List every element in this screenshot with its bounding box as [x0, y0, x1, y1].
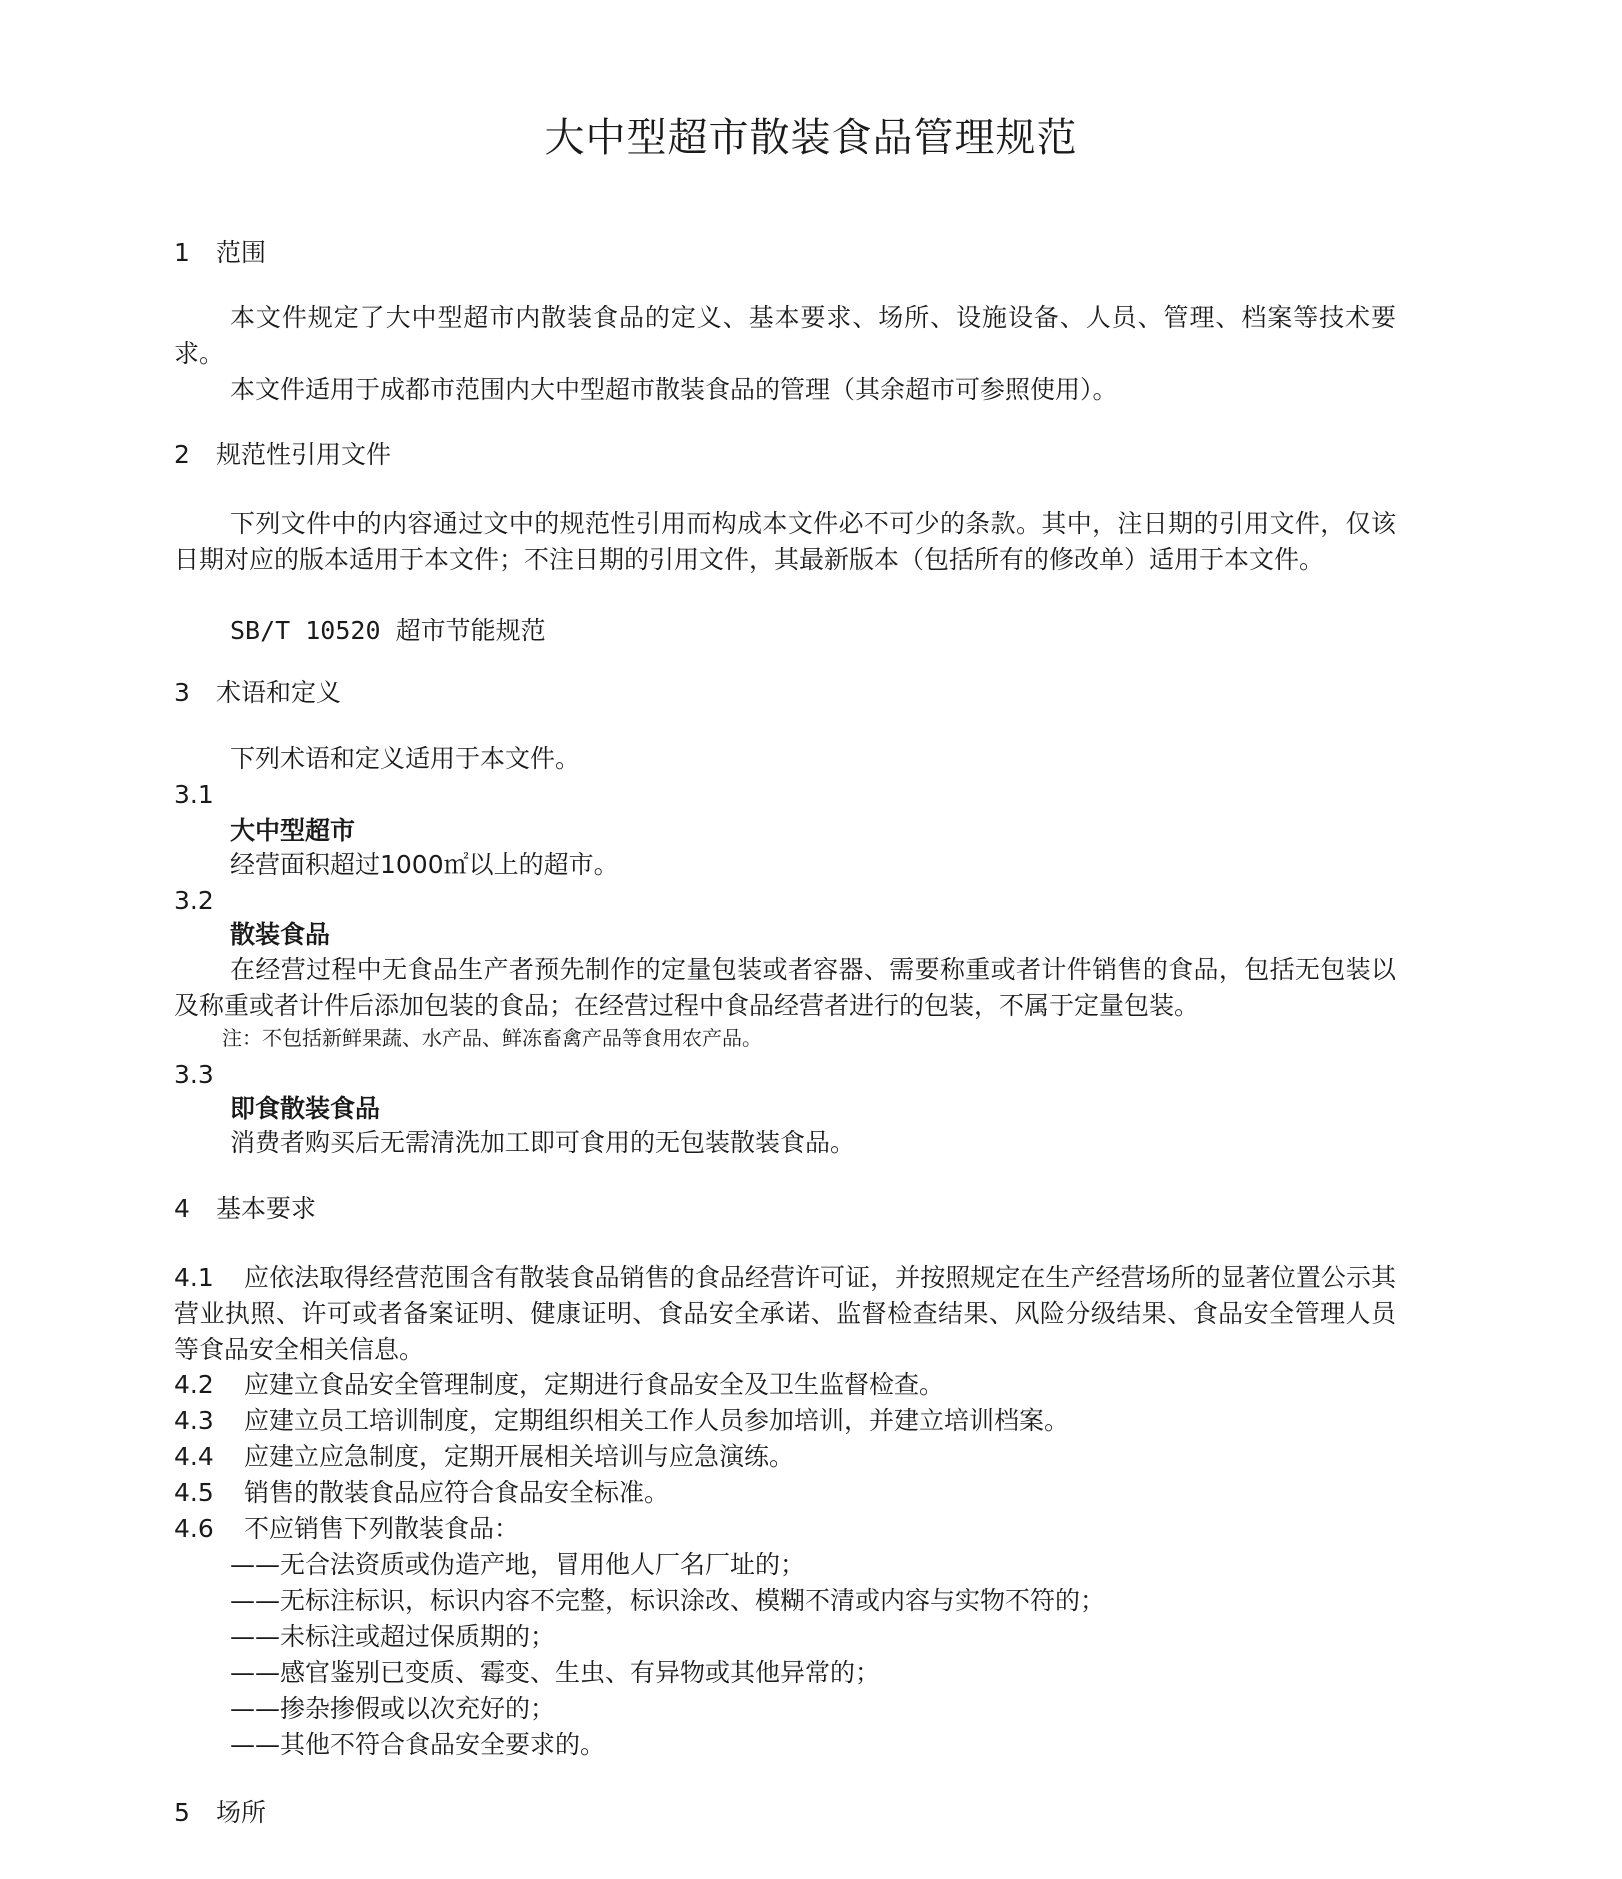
section-3-intro: 下列术语和定义适用于本文件。: [230, 744, 581, 773]
section-2-paragraph-1: 下列文件中的内容通过文中的规范性引用而构成本文件必不可少的条款。其中，注日期的引用文件，仅该日期对应的版本适用于本文件；不注日期的引用文件，其最新版本（包括所有的修改单）适用于本文件。: [174, 509, 1396, 574]
section-1-paragraph-2: 本文件适用于成都市范围内大中型超市散装食品的管理（其余超市可参照使用）。: [230, 375, 1118, 404]
term-number: 3.3: [174, 1060, 214, 1089]
list-item: ——未标注或超过保质期的；: [230, 1622, 556, 1651]
requirement-number: 4.3: [174, 1406, 214, 1435]
section-5-heading: [174, 1796, 266, 1830]
term-definition: 在经营过程中无食品生产者预先制作的定量包装或者容器、需要称重或者计件销售的食品，包括无包装以及称重或者计件后添加包装的食品；在经营过程中食品经营者进行的包装，不属于定量包装。: [174, 955, 1396, 1020]
section-title: 场所: [216, 1798, 267, 1827]
term-note: 注：不包括新鲜果蔬、水产品、鲜冻畜禽产品等食用农产品。: [222, 1026, 762, 1050]
section-title: 范围: [216, 238, 267, 267]
requirement-item: [174, 1476, 669, 1510]
requirement-item: [174, 1404, 1069, 1438]
document-title: 大中型超市散装食品管理规范: [544, 115, 1078, 161]
term-title: 散装食品: [230, 920, 331, 949]
section-title: 基本要求: [216, 1194, 317, 1223]
term-title: 大中型超市: [230, 816, 356, 845]
requirement-item: [174, 1440, 794, 1474]
requirement-number: 4.4: [174, 1442, 214, 1471]
requirement-item: [174, 1512, 519, 1546]
list-item: ——无合法资质或伪造产地，冒用他人厂名厂址的；: [230, 1550, 806, 1579]
list-item: ——感官鉴别已变质、霉变、生虫、有异物或其他异常的；: [230, 1658, 881, 1687]
section-number: 2: [174, 440, 190, 469]
section-number: 4: [174, 1194, 190, 1223]
requirement-text: 应建立食品安全管理制度，定期进行食品安全及卫生监督检查。: [244, 1370, 945, 1399]
term-definition: 消费者购买后无需清洗加工即可食用的无包装散装食品。: [230, 1128, 856, 1157]
list-item: ——其他不符合食品安全要求的。: [230, 1730, 606, 1759]
requirement-item: [174, 1368, 944, 1402]
requirement-text: 销售的散装食品应符合食品安全标准。: [244, 1478, 670, 1507]
requirement-number: 4.1: [174, 1263, 214, 1292]
requirement-text: 应建立应急制度，定期开展相关培训与应急演练。: [244, 1442, 795, 1471]
section-1-paragraph-1: 本文件规定了大中型超市内散装食品的定义、基本要求、场所、设施设备、人员、管理、档案等技术要求。: [174, 303, 1396, 368]
section-title: 术语和定义: [216, 678, 342, 707]
requirement-text: 不应销售下列散装食品：: [244, 1514, 520, 1543]
section-1-heading: [174, 236, 266, 270]
requirement-text: 应依法取得经营范围含有散装食品销售的食品经营许可证，并按照规定在生产经营场所的显著位置公示其营业执照、许可或者备案证明、健康证明、食品安全承诺、监督检查结果、风险分级结果、食品安全管理人员等食品安全相关信息。: [174, 1263, 1396, 1364]
list-item: ——无标注标识，标识内容不完整，标识涂改、模糊不清或内容与实物不符的；: [230, 1586, 1106, 1615]
list-item: ——掺杂掺假或以次充好的；: [230, 1694, 556, 1723]
section-3-heading: [174, 676, 341, 710]
requirement-item: [174, 1260, 1396, 1368]
term-number: 3.2: [174, 886, 214, 915]
requirement-number: 4.5: [174, 1478, 214, 1507]
section-number: 3: [174, 678, 190, 707]
normative-reference: SB/T 10520 超市节能规范: [230, 616, 546, 645]
section-2-heading: [174, 438, 391, 472]
requirement-number: 4.6: [174, 1514, 214, 1543]
section-title: 规范性引用文件: [216, 440, 392, 469]
section-number: 5: [174, 1798, 190, 1827]
requirement-number: 4.2: [174, 1370, 214, 1399]
term-title: 即食散装食品: [230, 1094, 381, 1123]
section-number: 1: [174, 238, 190, 267]
section-4-heading: [174, 1192, 316, 1226]
requirement-text: 应建立员工培训制度，定期组织相关工作人员参加培训，并建立培训档案。: [244, 1406, 1070, 1435]
term-definition: 经营面积超过1000㎡以上的超市。: [230, 850, 619, 879]
term-number: 3.1: [174, 780, 214, 809]
